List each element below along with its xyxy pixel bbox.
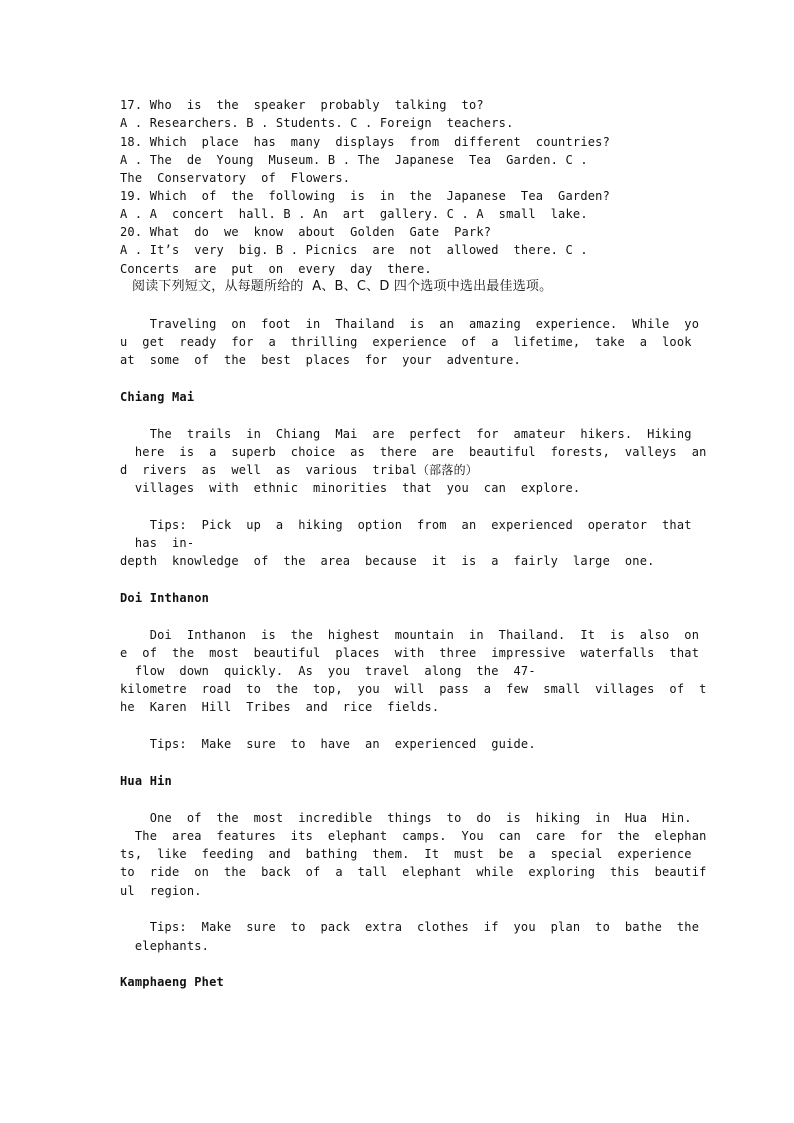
section-body-line: flow down quickly. As you travel along the 47- <box>120 664 536 678</box>
section-body-line: d rivers as well as various tribal（部落的） <box>120 463 478 477</box>
tips-line: has in- <box>120 536 195 550</box>
section-body-line: ts, like feeding and bathing them. It must be a special experience <box>120 847 692 861</box>
section-body-line: villages with ethnic minorities that you can explore. <box>120 481 581 495</box>
section-body-line: he Karen Hill Tribes and rice fields. <box>120 700 440 714</box>
section-body-line: here is a superb choice as there are beautiful forests, valleys an <box>120 445 707 459</box>
section-heading-hua-hin: Hua Hin <box>120 774 172 788</box>
question-18: 18. Which place has many displays from different countries? <box>120 135 611 149</box>
section-body-line: Doi Inthanon is the highest mountain in Thailand. It is also on <box>120 628 700 642</box>
tips-line: elephants. <box>120 939 210 953</box>
section-heading-kamphaeng-phet: Kamphaeng Phet <box>120 975 224 989</box>
tips-line: Tips: Make sure to have an experienced guide. <box>120 737 536 751</box>
question-18-options-cont: The Conservatory of Flowers. <box>120 171 351 185</box>
question-17: 17. Who is the speaker probably talking to? <box>120 98 484 112</box>
section-body-line: e of the most beautiful places with three impressive waterfalls that <box>120 646 700 660</box>
question-20-options: A . It’s very big. B . Picnics are not allowed there. C . <box>120 243 588 257</box>
question-19: 19. Which of the following is in the Japanese Tea Garden? <box>120 189 611 203</box>
section-body-line: ul region. <box>120 884 202 898</box>
section-heading-doi-inthanon: Doi Inthanon <box>120 591 210 605</box>
section-body-line: kilometre road to the top, you will pass a few small villages of t <box>120 682 707 696</box>
section-body-line: The trails in Chiang Mai are perfect for amateur hikers. Hiking <box>120 427 692 441</box>
question-19-options: A . A concert hall. B . An art gallery. C . A small lake. <box>120 207 588 221</box>
section-body-line: The area features its elephant camps. You can care for the elephan <box>120 829 707 843</box>
question-20: 20. What do we know about Golden Gate Park? <box>120 225 492 239</box>
intro-line: at some of the best places for your adventure. <box>120 353 521 367</box>
tips-line: depth knowledge of the area because it is a fairly large one. <box>120 554 655 568</box>
reading-instruction: 阅读下列短文，从每题所给的 A、B、C、D 四个选项中选出最佳选项。 <box>132 279 553 294</box>
section-body-line: One of the most incredible things to do is hiking in Hua Hin. <box>120 811 692 825</box>
intro-line: u get ready for a thrilling experience of a lifetime, take a look <box>120 335 692 349</box>
intro-line: Traveling on foot in Thailand is an amazing experience. While yo <box>120 317 700 331</box>
section-body-line: to ride on the back of a tall elephant while exploring this beautif <box>120 865 707 879</box>
question-17-options: A . Researchers. B . Students. C . Foreign teachers. <box>120 116 514 130</box>
tips-line: Tips: Make sure to pack extra clothes if you plan to bathe the <box>120 920 700 934</box>
question-18-options: A . The de Young Museum. B . The Japanese Tea Garden. C . <box>120 153 588 167</box>
tips-line: Tips: Pick up a hiking option from an experienced operator that <box>120 518 692 532</box>
question-20-options-cont: Concerts are put on every day there. <box>120 262 432 276</box>
section-heading-chiang-mai: Chiang Mai <box>120 390 195 404</box>
